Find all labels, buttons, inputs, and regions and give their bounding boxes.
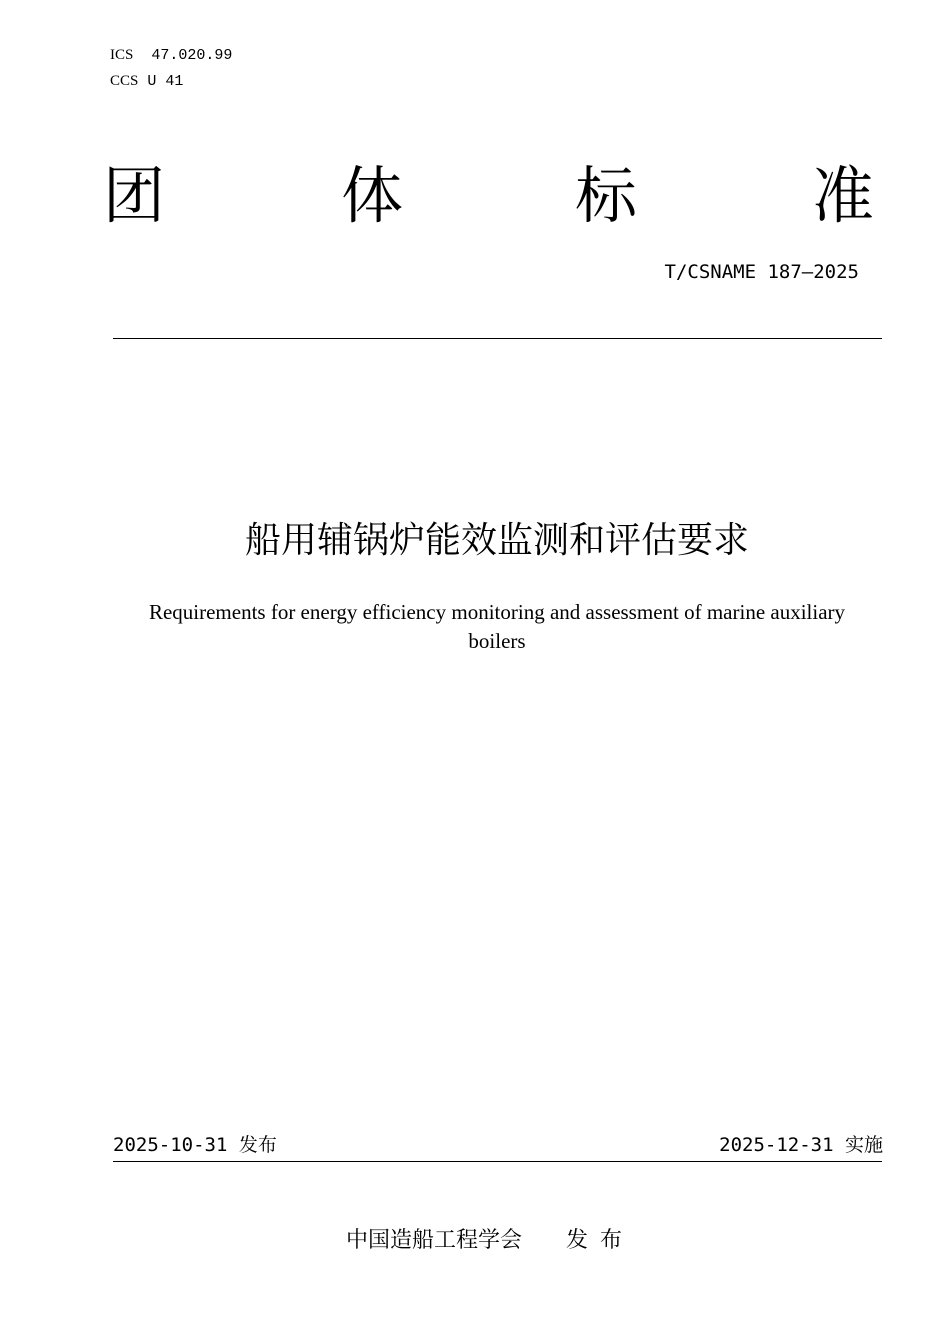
publish-date-block: [113, 1133, 277, 1157]
issuer-action-1: 发: [566, 1228, 589, 1253]
standard-type-char-2: 体: [340, 159, 403, 232]
title-chinese: 船用辅锅炉能效监测和评估要求: [244, 520, 749, 561]
issuer-action-2: 布: [600, 1228, 623, 1253]
standard-type-char-1: 团: [102, 159, 165, 232]
publish-label: 发布: [238, 1134, 277, 1156]
title-english-line-1: Requirements for energy efficiency monitoring and assessment of marine auxiliary: [148, 600, 846, 624]
implement-label: 实施: [844, 1134, 883, 1156]
ics-code: 47.020.99: [151, 47, 233, 64]
ccs-label: CCS: [110, 73, 139, 89]
ccs-code: U 41: [147, 73, 184, 90]
standard-number: T/CSNAME 187—2025: [664, 261, 859, 283]
top-divider: [113, 338, 882, 339]
implement-date-block: [719, 1133, 883, 1157]
title-english-line-2: boilers: [468, 629, 526, 653]
issuer-line: [346, 1227, 622, 1255]
ccs-classification: [110, 72, 183, 91]
title-english: [117, 598, 877, 656]
ics-classification: [110, 46, 232, 65]
ics-label: ICS: [110, 47, 134, 63]
publish-date: 2025-10-31: [113, 1134, 228, 1156]
implement-date: 2025-12-31: [719, 1134, 834, 1156]
issuer-organization: 中国造船工程学会: [346, 1228, 523, 1253]
standard-type-char-4: 准: [811, 159, 874, 232]
bottom-divider: [113, 1161, 882, 1162]
standard-type-char-3: 标: [574, 159, 637, 232]
